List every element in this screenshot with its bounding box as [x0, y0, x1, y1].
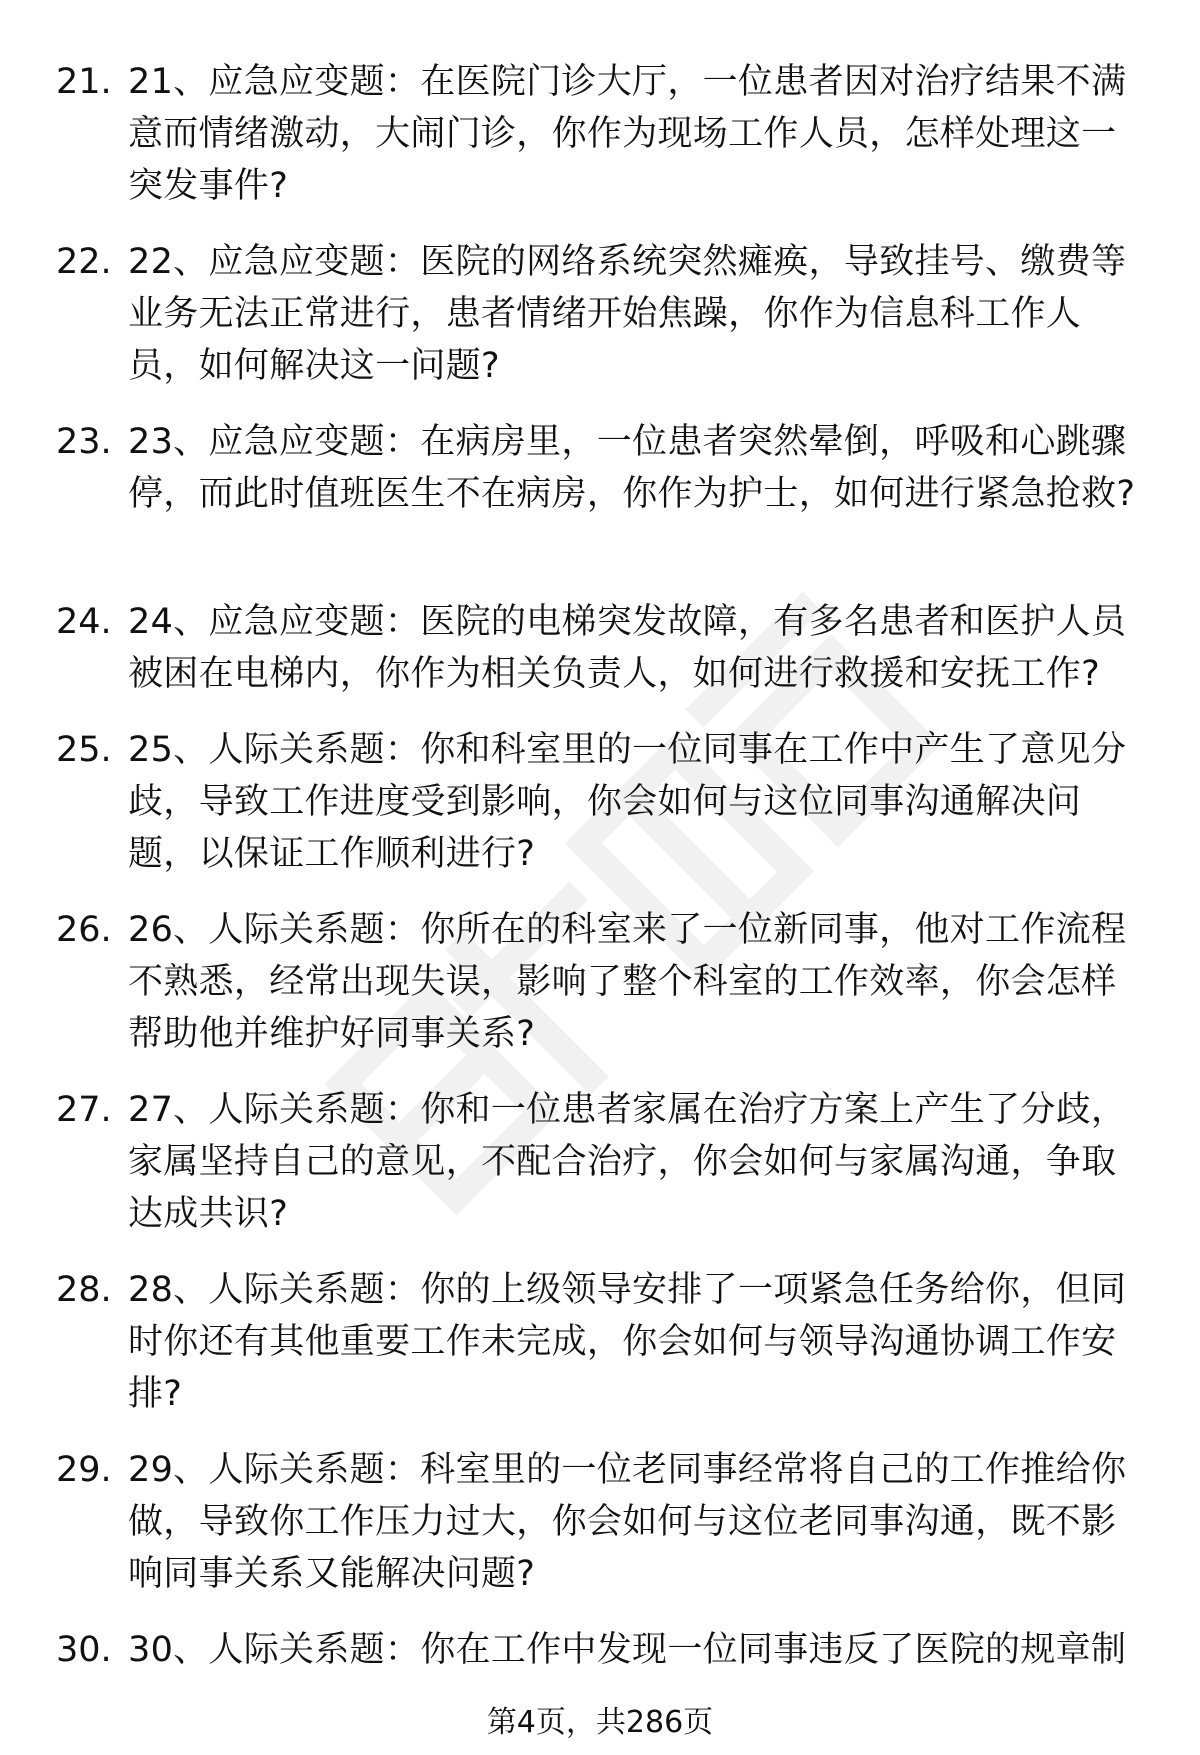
question-number: 21.	[56, 62, 112, 102]
list-item	[0, 596, 1200, 710]
list-item	[0, 1084, 1200, 1250]
list-item	[0, 56, 1200, 222]
question-number: 24.	[56, 602, 112, 642]
question-text: 21、应急应变题：在医院门诊大厅，一位患者因对治疗结果不满意而情绪激动，大闹门诊，你作为现场工作人员，怎样处理这一突发事件?	[128, 62, 1127, 206]
list-item	[0, 1264, 1200, 1430]
question-number: 30.	[56, 1630, 112, 1670]
question-number: 22.	[56, 242, 112, 282]
question-text: 28、人际关系题：你的上级领导安排了一项紧急任务给你，但同时你还有其他重要工作未完成，你会如何与领导沟通协调工作安排?	[128, 1270, 1127, 1414]
question-text: 26、人际关系题：你所在的科室来了一位新同事，他对工作流程不熟悉，经常出现失误，影响了整个科室的工作效率，你会怎样帮助他并维护好同事关系?	[128, 910, 1127, 1054]
list-item	[0, 1444, 1200, 1610]
list-item	[0, 236, 1200, 402]
list-item	[0, 904, 1200, 1070]
list-item	[0, 724, 1200, 890]
question-number: 26.	[56, 910, 112, 950]
page-footer: 第4页，共286页	[486, 1705, 714, 1740]
question-text: 25、人际关系题：你和科室里的一位同事在工作中产生了意见分歧，导致工作进度受到影响，你会如何与这位同事沟通解决问题，以保证工作顺利进行?	[128, 730, 1127, 874]
question-number: 23.	[56, 422, 112, 462]
question-text: 27、人际关系题：你和一位患者家属在治疗方案上产生了分歧，家属坚持自己的意见，不配合治疗，你会如何与家属沟通，争取达成共识?	[128, 1090, 1127, 1234]
question-number: 27.	[56, 1090, 112, 1130]
list-item	[0, 1624, 1200, 1684]
question-number: 25.	[56, 730, 112, 770]
question-list	[0, 56, 1200, 1696]
question-text: 29、人际关系题：科室里的一位老同事经常将自己的工作推给你做，导致你工作压力过大，你会如何与这位老同事沟通，既不影响同事关系又能解决问题?	[128, 1450, 1127, 1594]
question-text: 24、应急应变题：医院的电梯突发故障，有多名患者和医护人员被困在电梯内，你作为相关负责人，如何进行救援和安抚工作?	[128, 602, 1127, 694]
question-text: 23、应急应变题：在病房里，一位患者突然晕倒，呼吸和心跳骤停，而此时值班医生不在病房，你作为护士，如何进行紧急抢救?	[128, 422, 1136, 514]
question-text: 22、应急应变题：医院的网络系统突然瘫痪，导致挂号、缴费等业务无法正常进行，患者情绪开始焦躁，你作为信息科工作人员，如何解决这一问题?	[128, 242, 1127, 386]
question-number: 29.	[56, 1450, 112, 1490]
question-text: 30、人际关系题：你在工作中发现一位同事违反了医院的规章制	[128, 1630, 1127, 1670]
list-item	[0, 416, 1200, 582]
question-number: 28.	[56, 1270, 112, 1310]
